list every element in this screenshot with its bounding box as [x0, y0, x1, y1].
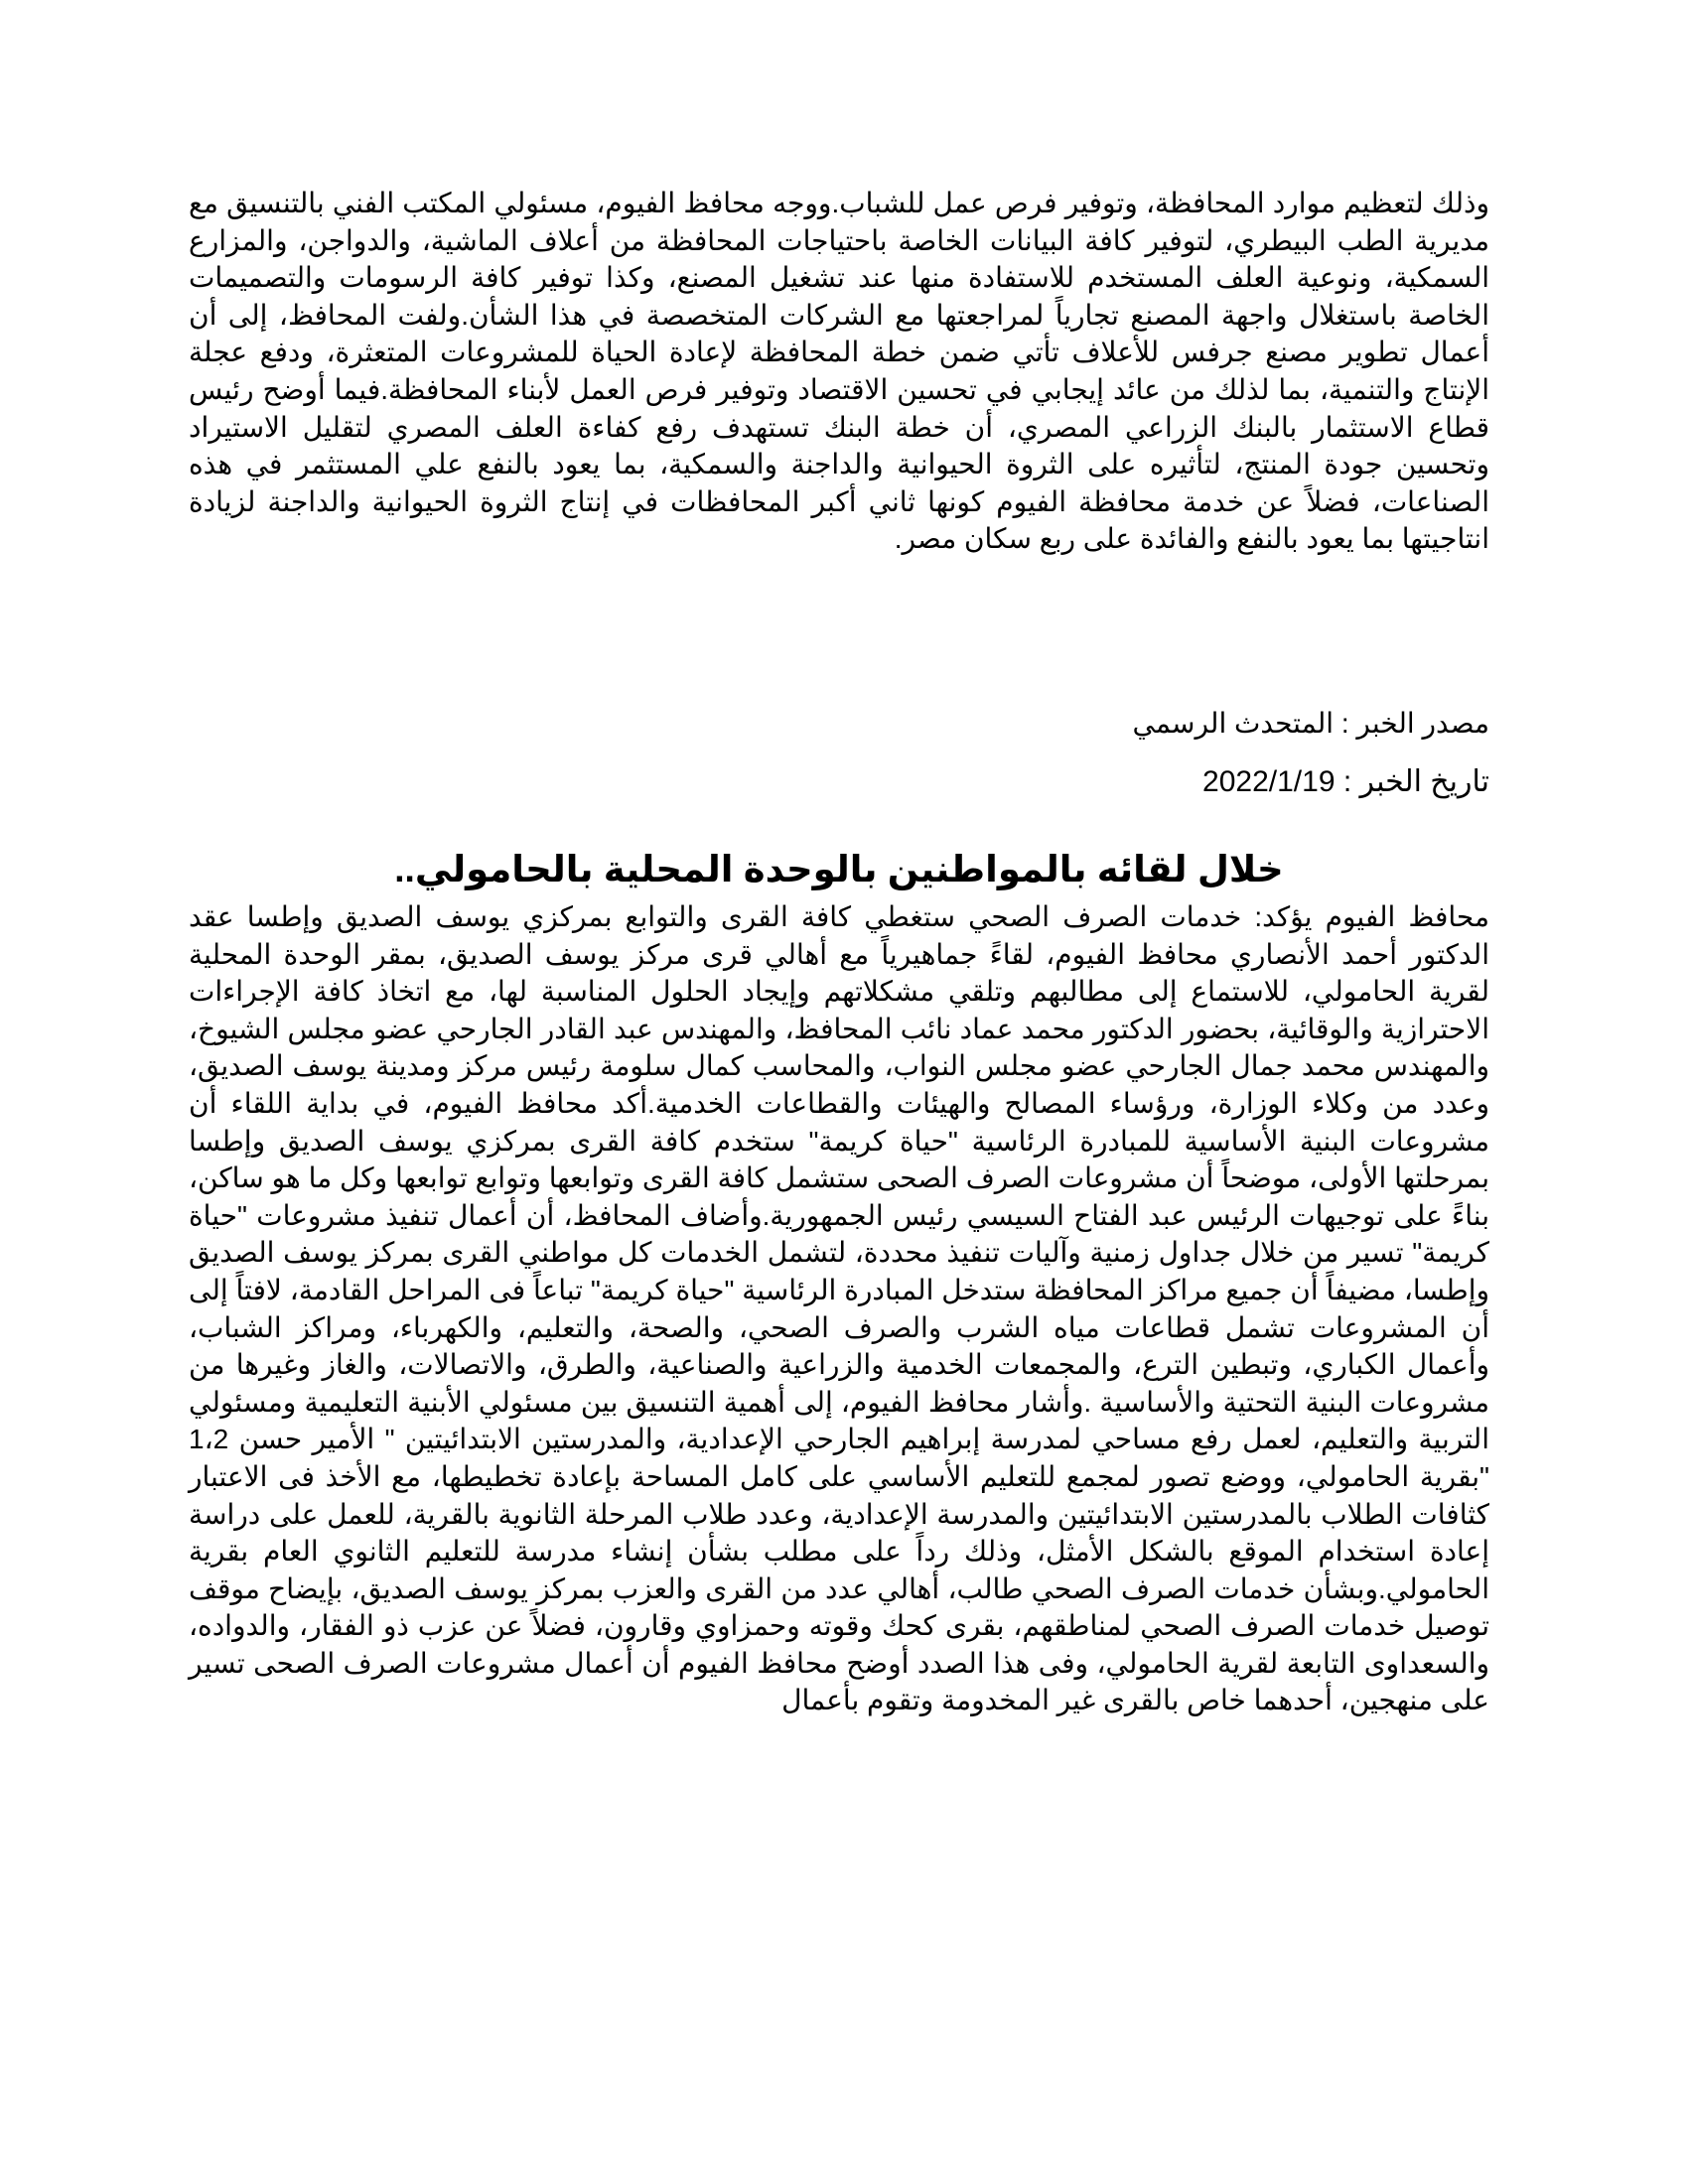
top-paragraph: وذلك لتعظيم موارد المحافظة، وتوفير فرص عمل للشباب.ووجه محافظ الفيوم، مسئولي المكتب الفني بالتنسيق مع مديرية الطب البيطري، لتوفير كافة البيانات الخاصة باحتياجات المحافظة من أعلاف الماشية، والدواجن، والمزارع السمكية، ونوعية العلف المستخدم للاستفادة منها عند تشغيل المصنع، وكذا توفير كافة الرسومات والتصميمات الخاصة باستغلال واجهة المصنع تجارياً لمراجعتها مع الشركات المتخصصة في هذا الشأن.ولفت المحافظ، إلى أن أعمال تطوير مصنع جرفس للأعلاف تأتي ضمن خطة المحافظة لإعادة الحياة للمشروعات المتعثرة، ودفع عجلة الإنتاج والتنمية، بما لذلك من عائد إيجابي في تحسين الاقتصاد وتوفير فرص العمل لأبناء المحافظة.فيما أوضح رئيس قطاع الاستثمار بالبنك الزراعي المصري، أن خطة البنك تستهدف رفع كفاءة العلف المصري لتقليل الاستيراد وتحسين جودة المنتج، لتأثيره على الثروة الحيوانية والداجنة والسمكية، بما يعود بالنفع علي المستثمر في هذه الصناعات، فضلاً عن خدمة محافظة الفيوم كونها ثاني أكبر المحافظات في إنتاج الثروة الحيوانية والداجنة لزيادة انتاجيتها بما يعود بالنفع والفائدة على ربع سكان مصر.	[189, 188, 1490, 555]
news-date-line: تاريخ الخبر : 2022/1/19	[1202, 765, 1489, 798]
article-title: خلال لقائه بالمواطنين بالوحدة المحلية بالحامولي..	[394, 849, 1284, 889]
article-body: محافظ الفيوم يؤكد: خدمات الصرف الصحي ستغطي كافة القرى والتوابع بمركزي يوسف الصديق وإطسا عقد الدكتور أحمد الأنصاري محافظ الفيوم، لقاءً جماهيرياً مع أهالي قرى مركز يوسف الصديق، بمقر الوحدة المحلية لقرية الحامولي، للاستماع إلى مطالبهم وتلقي مشكلاتهم وإيجاد الحلول المناسبة لها، مع اتخاذ كافة الإجراءات الاحترازية والوقائية، بحضور الدكتور محمد عماد نائب المحافظ، والمهندس عبد القادر الجارحي عضو مجلس الشيوخ، والمهندس محمد جمال الجارحي عضو مجلس النواب، والمحاسب كمال سلومة رئيس مركز ومدينة يوسف الصديق، وعدد من وكلاء الوزارة، ورؤساء المصالح والهيئات والقطاعات الخدمية.أكد محافظ الفيوم، في بداية اللقاء أن مشروعات البنية الأساسية للمبادرة الرئاسية "حياة كريمة" ستخدم كافة القرى بمركزي يوسف الصديق وإطسا بمرحلتها الأولى، موضحاً أن مشروعات الصرف الصحى ستشمل كافة القرى وتوابعها وتوابع توابعها وكل ما هو ساكن، بناءً على توجيهات الرئيس عبد الفتاح السيسي رئيس الجمهورية.وأضاف المحافظ، أن أعمال تنفيذ مشروعات "حياة كريمة" تسير من خلال جداول زمنية وآليات تنفيذ محددة، لتشمل الخدمات كل مواطني القرى بمركز يوسف الصديق وإطسا، مضيفاً أن جميع مراكز المحافظة ستدخل المبادرة الرئاسية "حياة كريمة" تباعاً فى المراحل القادمة، لافتاً إلى أن المشروعات تشمل قطاعات مياه الشرب والصرف الصحي، والصحة، والتعليم، والكهرباء، ومراكز الشباب، وأعمال الكباري، وتبطين الترع، والمجمعات الخدمية والزراعية والصناعية، والطرق، والاتصالات، والغاز وغيرها من مشروعات البنية التحتية والأساسية .وأشار محافظ الفيوم، إلى أهمية التنسيق بين مسئولي الأبنية التعليمية ومسئولي التربية والتعليم، لعمل رفع مساحي لمدرسة إبراهيم الجارحي الإعدادية، والمدرستين الابتدائيتين " الأمير حسن 1،2 "بقرية الحامولي، ووضع تصور لمجمع للتعليم الأساسي على كامل المساحة بإعادة تخطيطها، مع الأخذ فى الاعتبار كثافات الطلاب بالمدرستين الابتدائيتين والمدرسة الإعدادية، وعدد طلاب المرحلة الثانوية بالقرية، للعمل على دراسة إعادة استخدام الموقع بالشكل الأمثل، وذلك رداً على مطلب بشأن إنشاء مدرسة للتعليم الثانوي العام بقرية الحامولي.وبشأن خدمات الصرف الصحي طالب، أهالي عدد من القرى والعزب بمركز يوسف الصديق، بإيضاح موقف توصيل خدمات الصرف الصحي لمناطقهم، بقرى كحك وقوته وحمزاوي وقارون، فضلاً عن عزب ذو الفقار، والدواده، والسعداوى التابعة لقرية الحامولي، وفى هذا الصدد أوضح محافظ الفيوم أن أعمال مشروعات الصرف الصحى تسير على منهجين، أحدهما خاص بالقرى غير المخدومة وتقوم بأعمال	[189, 901, 1490, 1716]
news-source-line: مصدر الخبر : المتحدث الرسمي	[1132, 708, 1489, 739]
